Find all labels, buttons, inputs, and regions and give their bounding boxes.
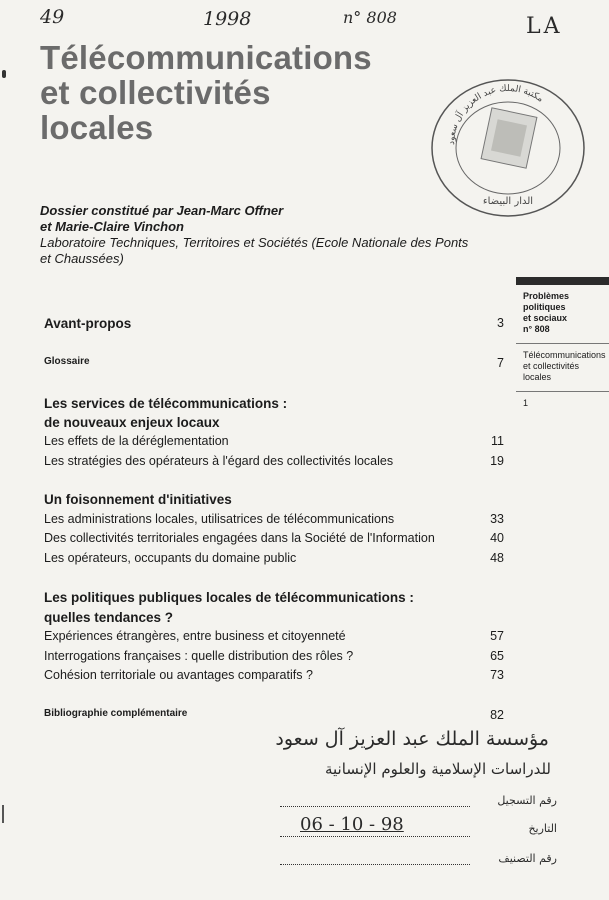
- classification-line: [280, 864, 470, 865]
- toc-label: Des collectivités territoriales engagées dans la Société de l'Information: [44, 531, 435, 545]
- toc-page: 82: [490, 708, 504, 722]
- toc-page: 65: [490, 649, 504, 663]
- title-line-2: et collectivités: [40, 74, 271, 111]
- section-title-line-1: Les services de télécommunications :: [44, 396, 288, 411]
- toc-page: 11: [491, 434, 504, 448]
- sidebar-divider-2: [516, 391, 609, 392]
- registration-label: رقم التسجيل: [497, 794, 557, 807]
- toc-page: 19: [490, 454, 504, 468]
- section-title-line-2: de nouveaux enjeux locaux: [44, 415, 220, 430]
- series-name-1: Problèmes: [523, 291, 570, 301]
- sidebar-thick-rule: [516, 277, 609, 285]
- toc-label: Les stratégies des opérateurs à l'égard des collectivités locales: [44, 454, 394, 468]
- toc-page: 33: [490, 512, 504, 526]
- affiliation-line-2: et Chaussées): [40, 251, 124, 266]
- toc-page: 73: [490, 668, 504, 682]
- stamp-ring-text: مكتبة الملك عبد العزيز آل سعود: [446, 83, 545, 146]
- margin-mark: [2, 70, 6, 78]
- sidebar-subtitle-2: et collectivités: [523, 361, 580, 371]
- authors-block: [40, 203, 468, 267]
- toc-label: Avant-propos: [44, 316, 132, 331]
- series-sidebar: [523, 291, 609, 409]
- sidebar-page-number: 1: [523, 398, 529, 408]
- authors-line-1: Dossier constitué par Jean-Marc Offner: [40, 203, 284, 218]
- handwritten-number: 49: [40, 6, 65, 28]
- library-stamp-line-1: مؤسسة الملك عبد العزيز آل سعود: [275, 728, 549, 750]
- library-stamp-line-2: للدراسات الإسلامية والعلوم الإنسانية: [324, 760, 551, 778]
- toc-label: Glossaire: [44, 356, 90, 367]
- handwritten-date: 06 - 10 - 98: [300, 814, 404, 835]
- toc-label: Expériences étrangères, entre business et citoyenneté: [44, 629, 346, 643]
- document-title: [40, 40, 372, 145]
- date-label: التاريخ: [528, 822, 557, 835]
- toc-label: Les opérateurs, occupants du domaine public: [44, 551, 297, 565]
- sidebar-subtitle-3: locales: [523, 372, 552, 382]
- registration-line: [280, 806, 470, 807]
- library-round-stamp: [424, 70, 592, 220]
- margin-mark-lower: [2, 805, 4, 823]
- handwritten-issue-number: n° 808: [343, 8, 397, 27]
- title-line-1: Télécommunications: [40, 39, 372, 76]
- toc-page: 48: [490, 551, 504, 565]
- toc-page: 7: [497, 356, 504, 370]
- toc-label: Cohésion territoriale ou avantages comparatifs ?: [44, 668, 313, 682]
- classification-label: رقم التصنيف: [498, 852, 557, 865]
- toc-page: 57: [490, 629, 504, 643]
- series-name-3: et sociaux: [523, 313, 568, 323]
- title-line-3: locales: [40, 109, 154, 146]
- toc-page: 40: [490, 531, 504, 545]
- stamp-bottom-text: الدار البيضاء: [482, 196, 534, 207]
- date-line: [280, 836, 470, 837]
- affiliation-line-1: Laboratoire Techniques, Territoires et Sociétés (Ecole Nationale des Ponts: [40, 235, 469, 250]
- section-title-line-1: Un foisonnement d'initiatives: [44, 492, 232, 507]
- sidebar-divider: [516, 343, 609, 344]
- series-issue: n° 808: [523, 324, 550, 334]
- toc-page: 3: [497, 316, 504, 330]
- toc-label: Interrogations françaises : quelle distribution des rôles ?: [44, 649, 354, 663]
- handwritten-year: 1998: [203, 8, 252, 30]
- toc-label: Bibliographie complémentaire: [44, 708, 188, 719]
- series-name-2: politiques: [523, 302, 566, 312]
- handwritten-corner-code: LA: [526, 14, 563, 39]
- section-title-line-2: quelles tendances ?: [44, 610, 174, 625]
- section-title-line-1: Les politiques publiques locales de télécommunications :: [44, 590, 414, 605]
- toc-label: Les effets de la déréglementation: [44, 434, 229, 448]
- toc-label: Les administrations locales, utilisatrices de télécommunications: [44, 512, 395, 526]
- sidebar-subtitle-1: Télécommunications: [523, 350, 606, 360]
- authors-line-2: et Marie-Claire Vinchon: [40, 219, 184, 234]
